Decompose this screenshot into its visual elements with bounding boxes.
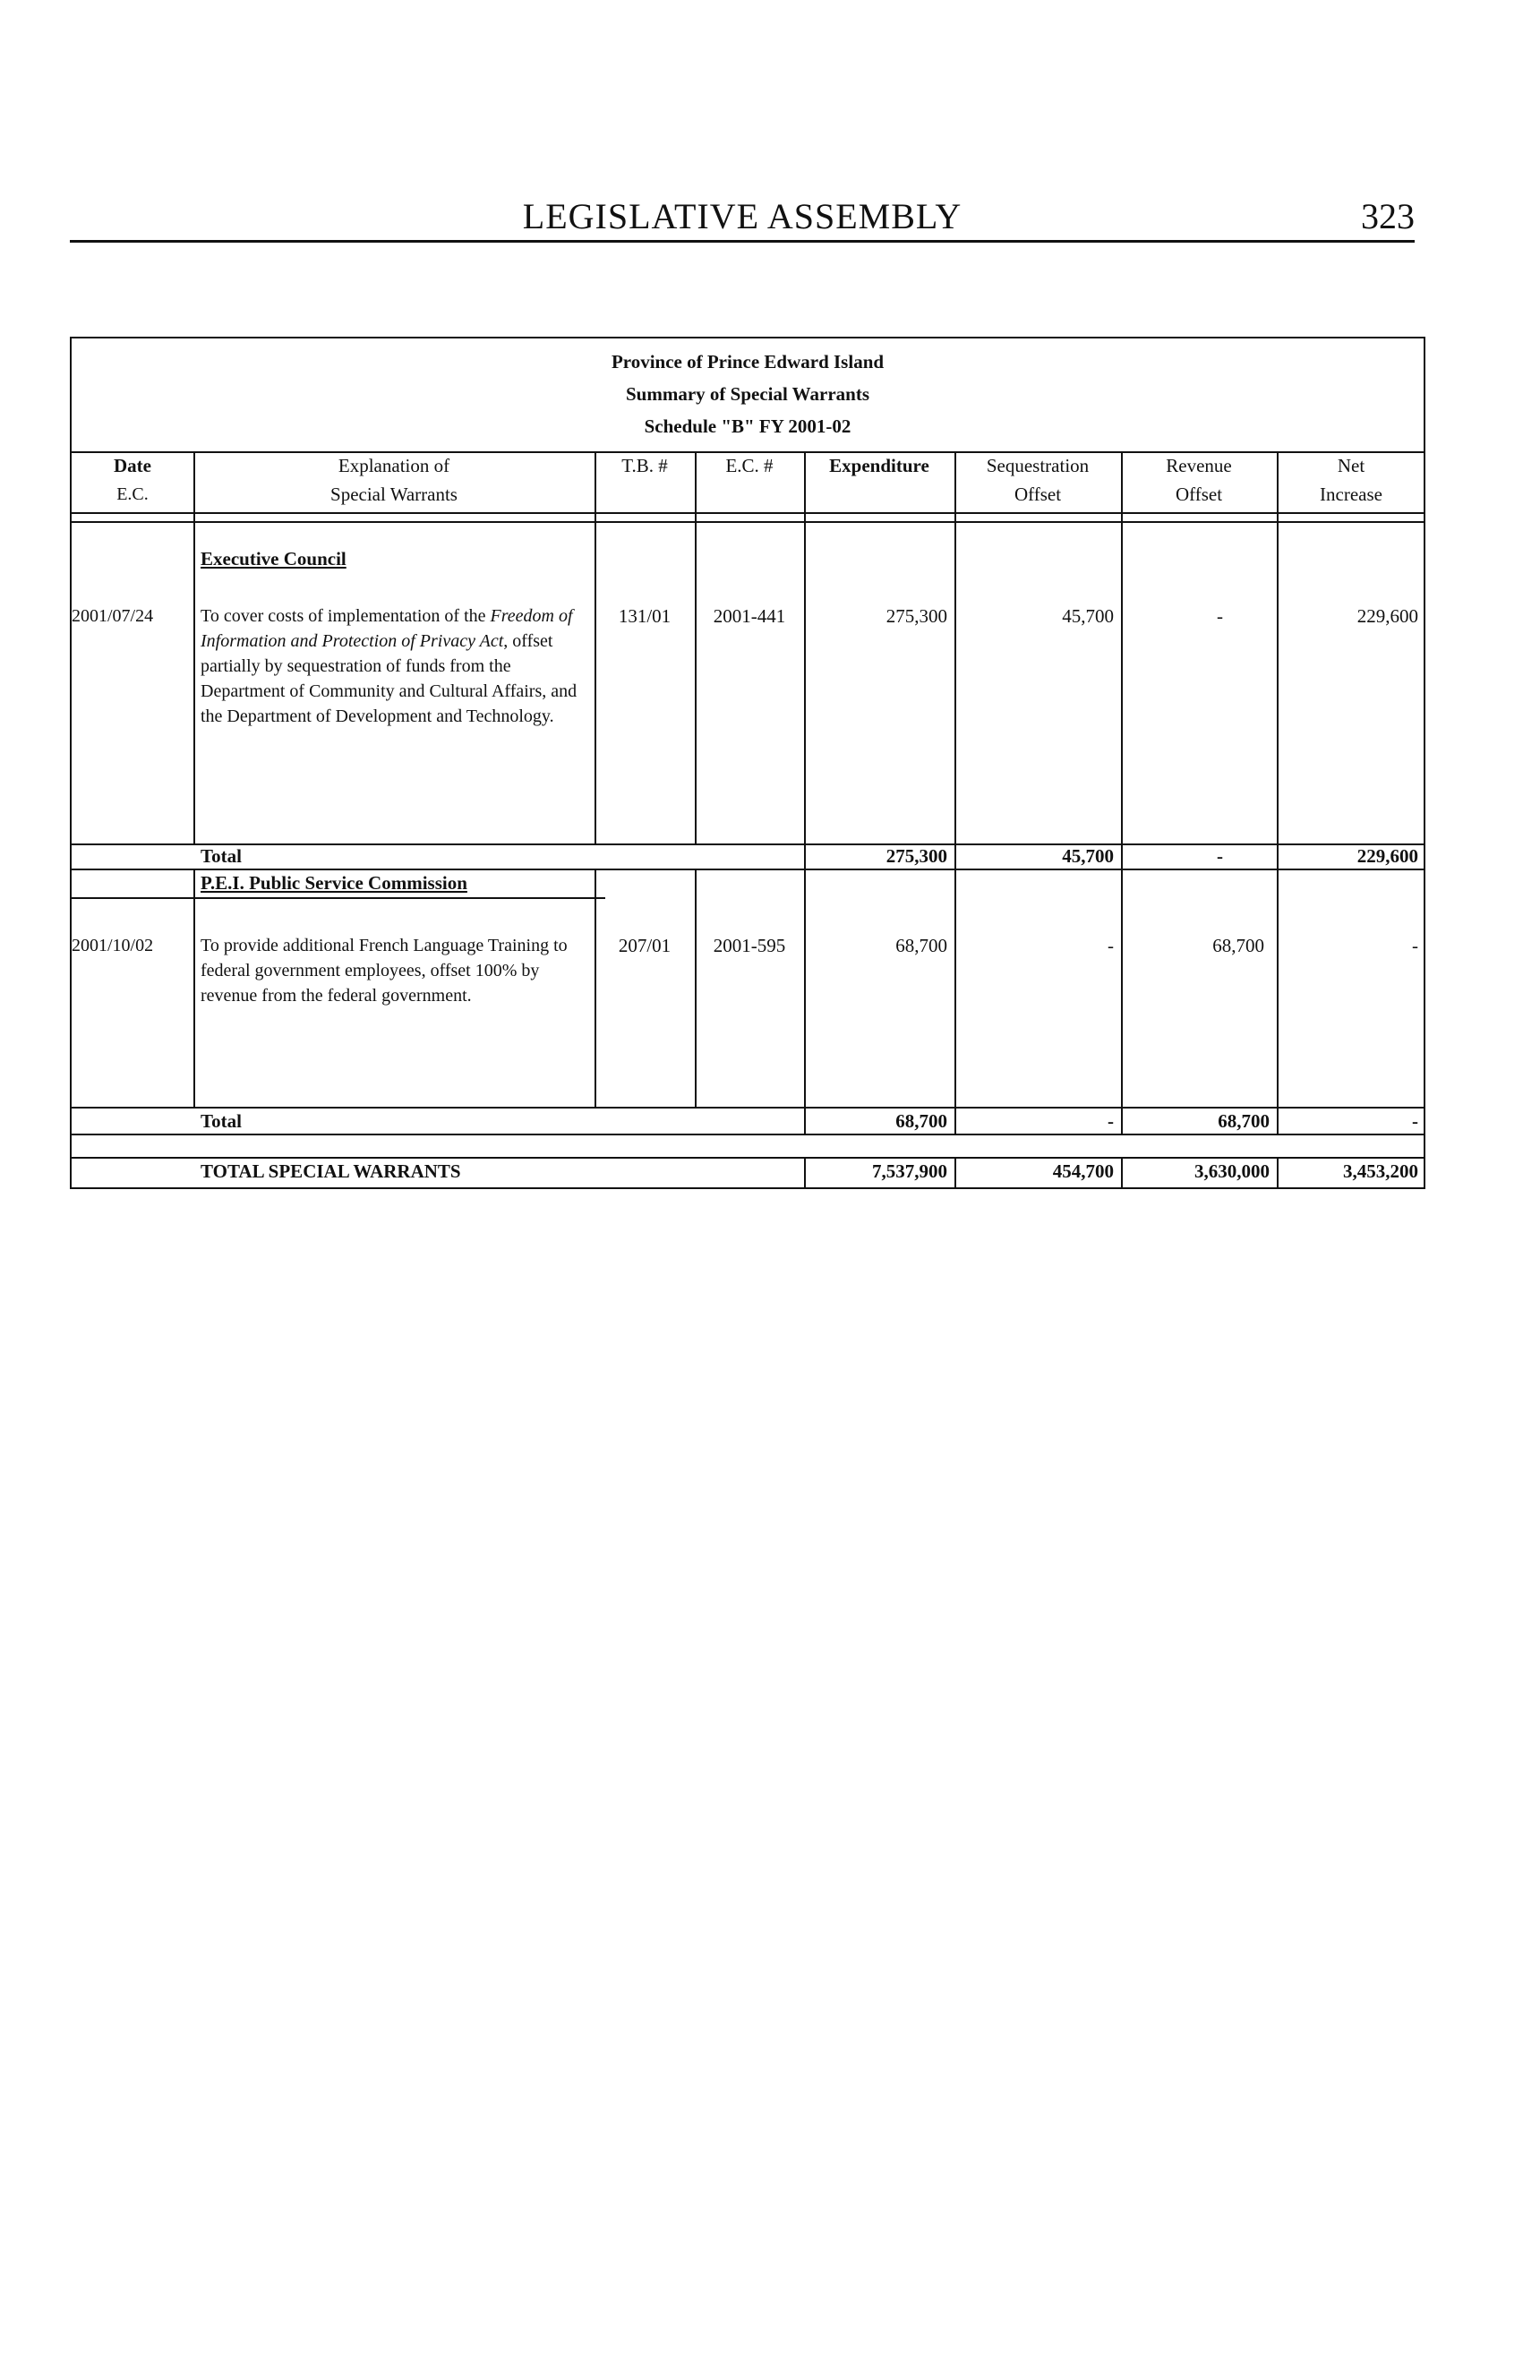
table-caption-schedule: Schedule "B" FY 2001-02 — [644, 415, 851, 437]
net-value: 229,600 — [1356, 605, 1418, 627]
ec-number: 2001-441 — [713, 605, 786, 627]
ec-number: 2001-595 — [713, 935, 786, 956]
page-title: LEGISLATIVE ASSEMBLY — [522, 196, 962, 236]
col-header-net-2: Increase — [1320, 484, 1382, 505]
col-divider-ec — [804, 451, 806, 1134]
table-caption-province: Province of Prince Edward Island — [611, 351, 885, 372]
sequestration-value: 45,700 — [1062, 605, 1114, 627]
section-total-sequestration: 45,700 — [1062, 845, 1114, 867]
date-cell: 2001/10/02 — [72, 936, 154, 955]
explanation-cell: To provide additional French Language Training to federal government employees, offset 100% by revenue from the federal government. — [201, 936, 568, 1006]
col-header-revenue: Revenue — [1166, 455, 1232, 476]
section2-title-rule — [72, 897, 605, 899]
explanation-cell — [201, 604, 591, 729]
expenditure-value: 275,300 — [886, 605, 947, 627]
grand-total-revenue: 3,630,000 — [1194, 1160, 1270, 1182]
section-total-revenue: - — [1217, 845, 1223, 867]
section-total-net: 229,600 — [1356, 845, 1418, 867]
col-divider-tb-2 — [695, 869, 697, 1107]
net-value: - — [1412, 935, 1418, 956]
col-header-sequestration-2: Offset — [1014, 484, 1062, 505]
col-divider-sequestration — [1121, 451, 1123, 1134]
page-header — [70, 195, 1415, 243]
col-header-tb: T.B. # — [621, 455, 668, 476]
revenue-value: 68,700 — [1212, 935, 1264, 956]
section2-total-rule — [72, 1134, 1424, 1135]
col-header-sequestration: Sequestration — [986, 455, 1090, 476]
page-number: 323 — [1361, 196, 1415, 236]
header-bottom-rule — [72, 512, 1424, 514]
section-total-net: - — [1412, 1110, 1418, 1132]
col-header-net: Net — [1337, 455, 1365, 476]
col-divider-revenue — [1277, 451, 1279, 1134]
date-cell: 2001/07/24 — [72, 606, 154, 626]
col-divider-date — [193, 451, 195, 843]
section-total-expenditure: 275,300 — [886, 845, 947, 867]
act-title: Freedom of Information and Protection of Privacy Act — [201, 606, 573, 651]
sequestration-value: - — [1108, 935, 1114, 956]
col-header-explanation: Explanation of — [338, 455, 450, 476]
grand-total-expenditure: 7,537,900 — [872, 1160, 947, 1182]
tb-number: 131/01 — [618, 605, 672, 627]
table-caption-summary: Summary of Special Warrants — [625, 383, 870, 405]
explanation-text-end: , offset partially by sequestration of funds from the Department of Community and Cultural Affairs, and the Department of Development and Technology. — [201, 631, 578, 726]
revenue-value: - — [1217, 605, 1223, 627]
tb-number: 207/01 — [618, 935, 672, 956]
section-total-expenditure: 68,700 — [895, 1110, 947, 1132]
section-total-sequestration: - — [1108, 1110, 1114, 1132]
grand-total-sequestration: 454,700 — [1052, 1160, 1114, 1182]
explanation-text: To cover costs of implementation of the — [201, 606, 491, 626]
col-divider-explanation — [595, 451, 596, 843]
col-header-date-ec: E.C. — [116, 484, 149, 504]
col-header-expenditure: Expenditure — [829, 455, 929, 476]
grand-total-net: 3,453,200 — [1343, 1160, 1418, 1182]
col-header-explanation-2: Special Warrants — [330, 484, 458, 505]
col-divider-explanation-2 — [595, 869, 596, 1107]
section-title-executive-council: Executive Council — [201, 548, 346, 569]
expenditure-value: 68,700 — [895, 935, 947, 956]
col-divider-expenditure — [954, 451, 956, 1134]
col-header-date: Date — [114, 455, 151, 476]
col-divider-date-2 — [193, 869, 195, 1107]
section-total-label: Total — [201, 845, 242, 867]
section-total-revenue: 68,700 — [1218, 1110, 1270, 1132]
grand-total-label: TOTAL SPECIAL WARRANTS — [201, 1160, 461, 1182]
section-title-public-service-commission: P.E.I. Public Service Commission — [201, 872, 467, 894]
section-total-label: Total — [201, 1110, 242, 1132]
col-header-ec: E.C. # — [725, 455, 774, 476]
col-divider-tb — [695, 451, 697, 843]
special-warrants-table — [70, 337, 1425, 1189]
header-double-rule — [72, 521, 1424, 523]
col-header-revenue-2: Offset — [1175, 484, 1223, 505]
